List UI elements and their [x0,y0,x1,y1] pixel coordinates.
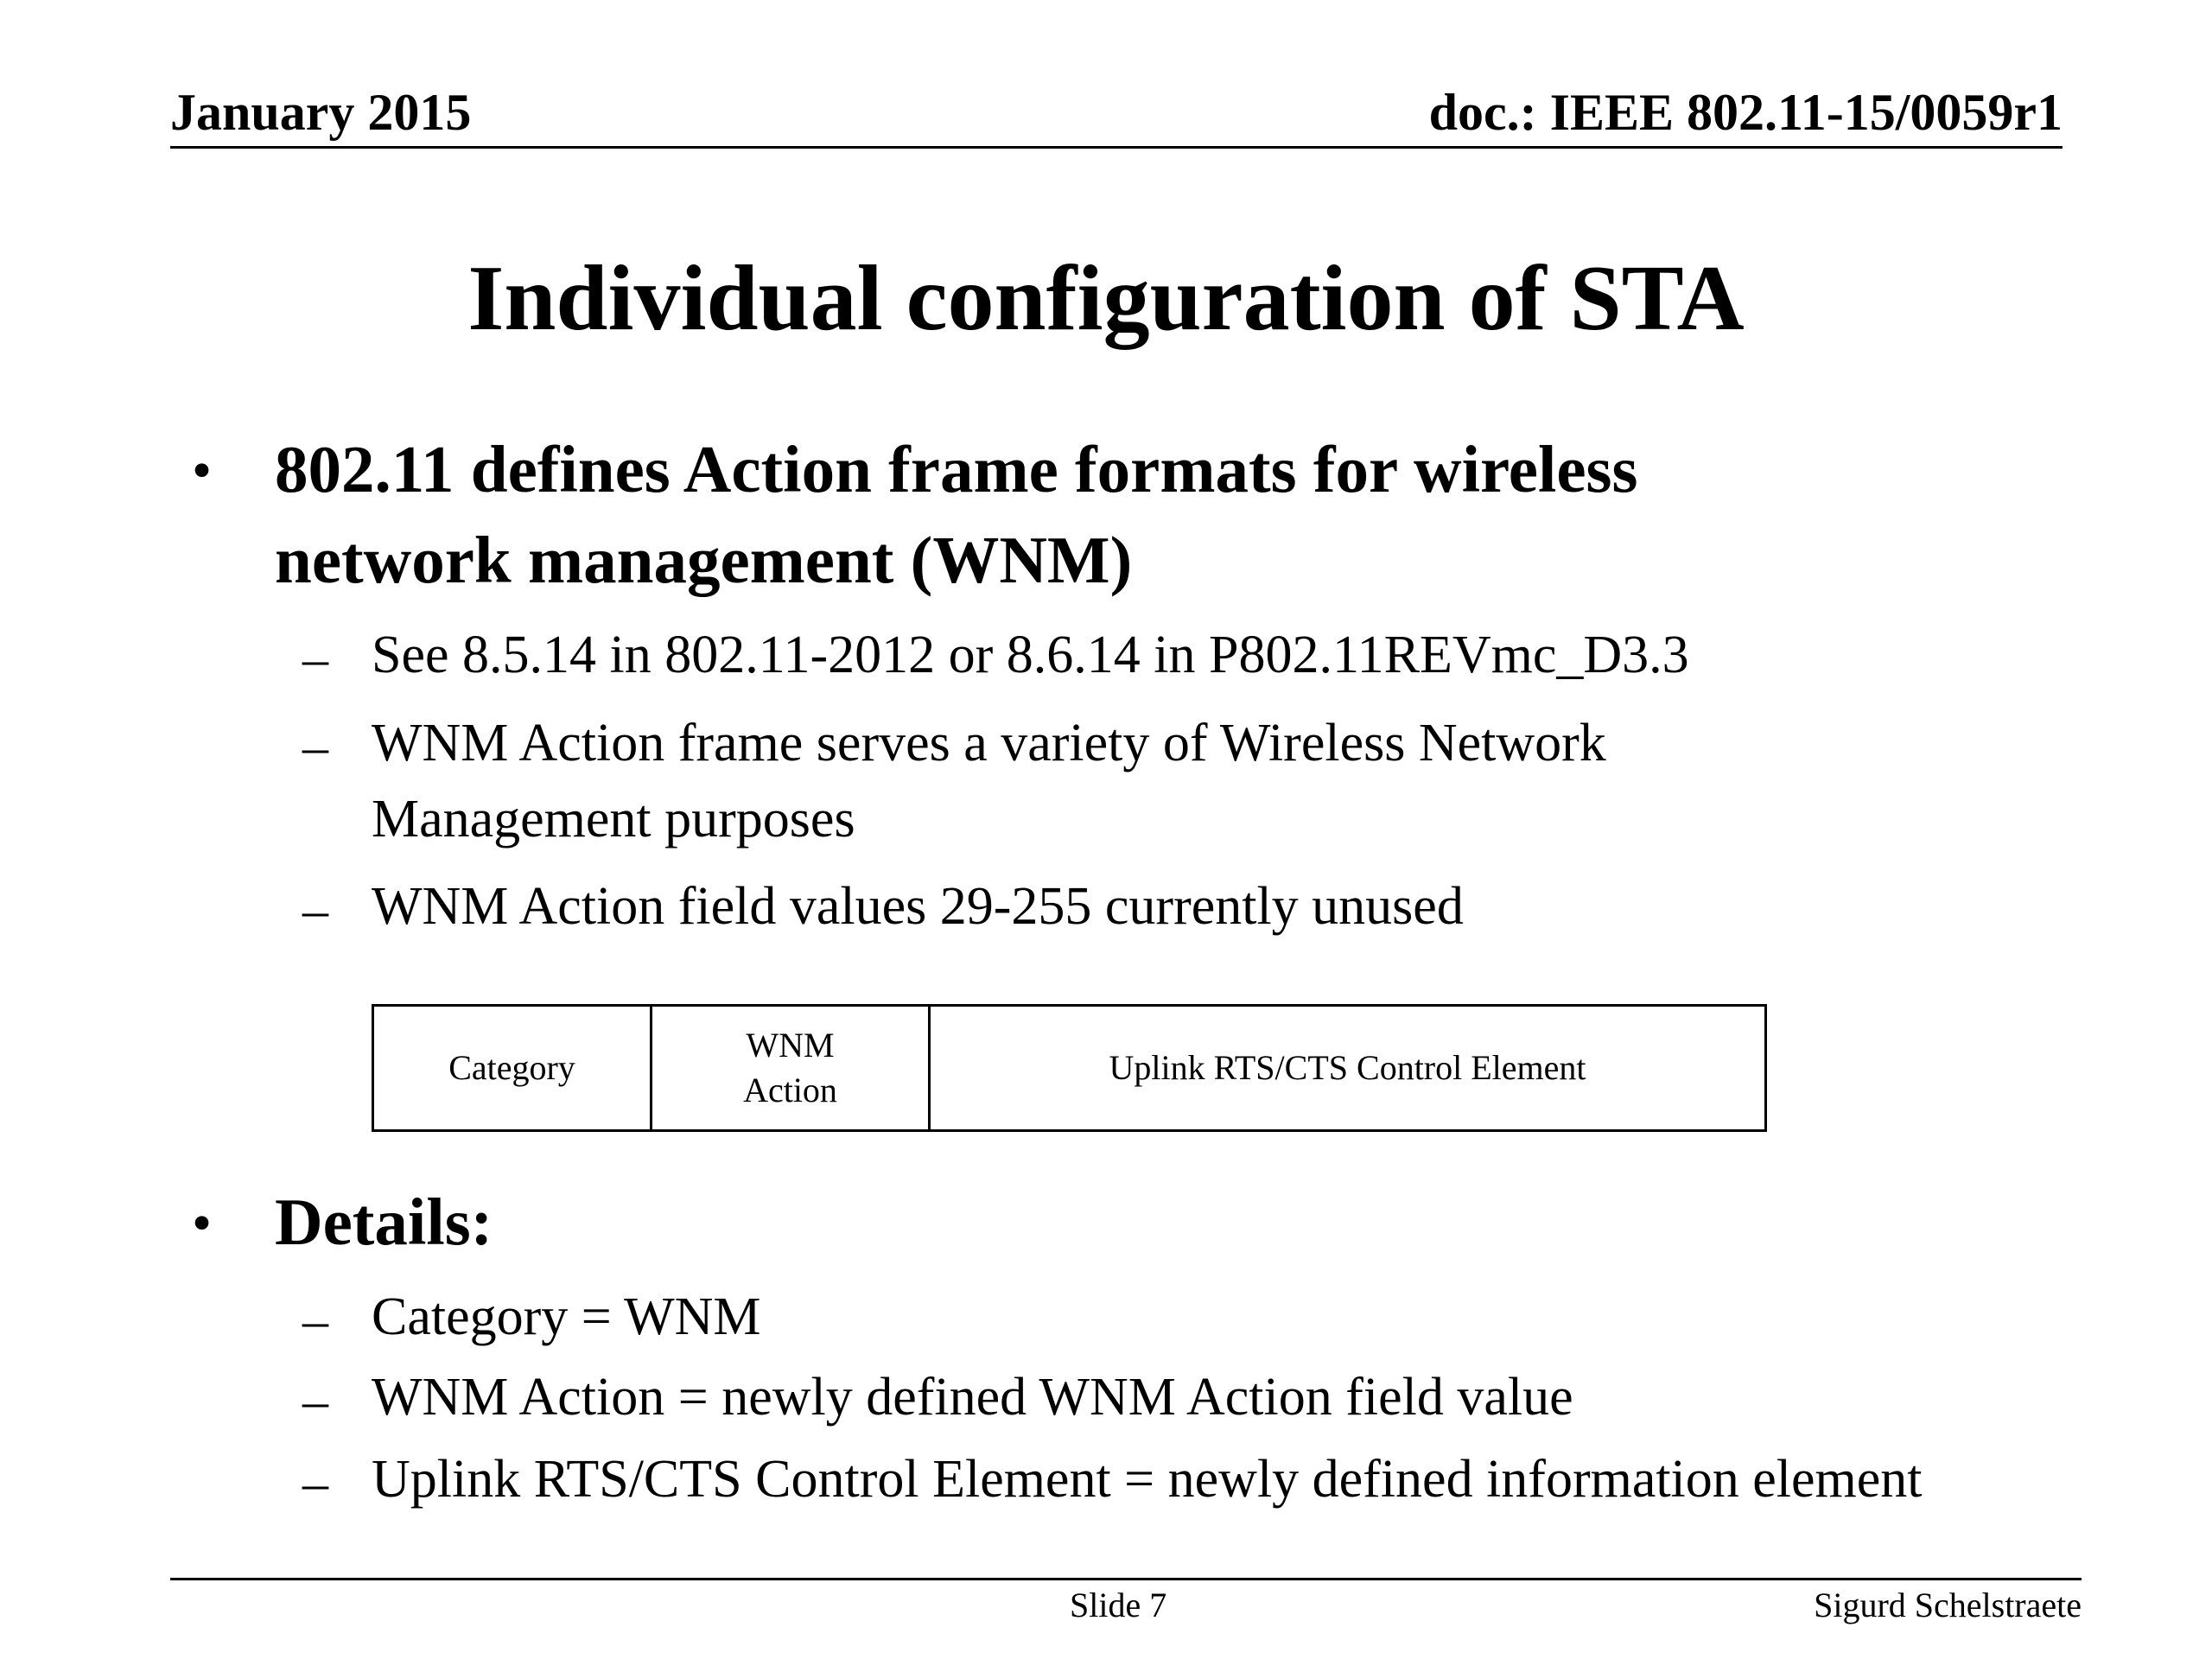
slide-title: Individual configuration of STA [467,247,1745,350]
frame-format-table [372,1004,1767,1132]
frame-field-wnm-action-label-line-2: Action [743,1071,837,1109]
header-doc-id: doc.: IEEE 802.11-15/0059r1 [1428,84,2063,141]
footer-divider [170,1578,2082,1580]
footer-author: Sigurd Schelstraete [1814,1586,2082,1624]
dash-marker: – [302,1454,328,1511]
bullet-1-line-1: 802.11 defines Action frame formats for wireless [275,432,1638,506]
frame-field-category-label: Category [448,1048,575,1087]
footer-slide-number: Slide 7 [1070,1586,1167,1624]
sub-item-wnm-purpose-line-2: Management purposes [372,790,855,849]
frame-field-wnm-action [652,1007,931,1129]
sub-item-see-section: See 8.5.14 in 802.11-2012 or 8.6.14 in P802.11REVmc_D3.3 [372,626,1689,684]
header-divider [170,146,2063,149]
dash-marker: – [302,1292,328,1349]
detail-wnm-action: WNM Action = newly defined WNM Action field value [372,1368,1573,1427]
bullet-2-text: Details: [275,1185,493,1259]
frame-field-uplink-element [931,1007,1764,1129]
bullet-1-line-2: network management (WNM) [275,523,1133,597]
frame-field-category [374,1007,652,1129]
dash-marker: – [302,1372,328,1429]
sub-item-wnm-purpose-line-1: WNM Action frame serves a variety of Wireless Network [372,714,1606,772]
bullet-marker: • [192,439,213,502]
sub-item-unused-values: WNM Action field values 29-255 currently unused [372,877,1464,936]
dash-marker: – [302,630,328,687]
detail-uplink-element: Uplink RTS/CTS Control Element = newly defined information element [372,1450,1923,1509]
dash-marker: – [302,718,328,775]
bullet-marker: • [192,1192,213,1255]
detail-category: Category = WNM [372,1287,761,1346]
dash-marker: – [302,881,328,938]
frame-field-uplink-element-label: Uplink RTS/CTS Control Element [1109,1048,1586,1087]
frame-field-wnm-action-label-line-1: WNM [746,1026,835,1065]
header-date: January 2015 [170,84,472,141]
